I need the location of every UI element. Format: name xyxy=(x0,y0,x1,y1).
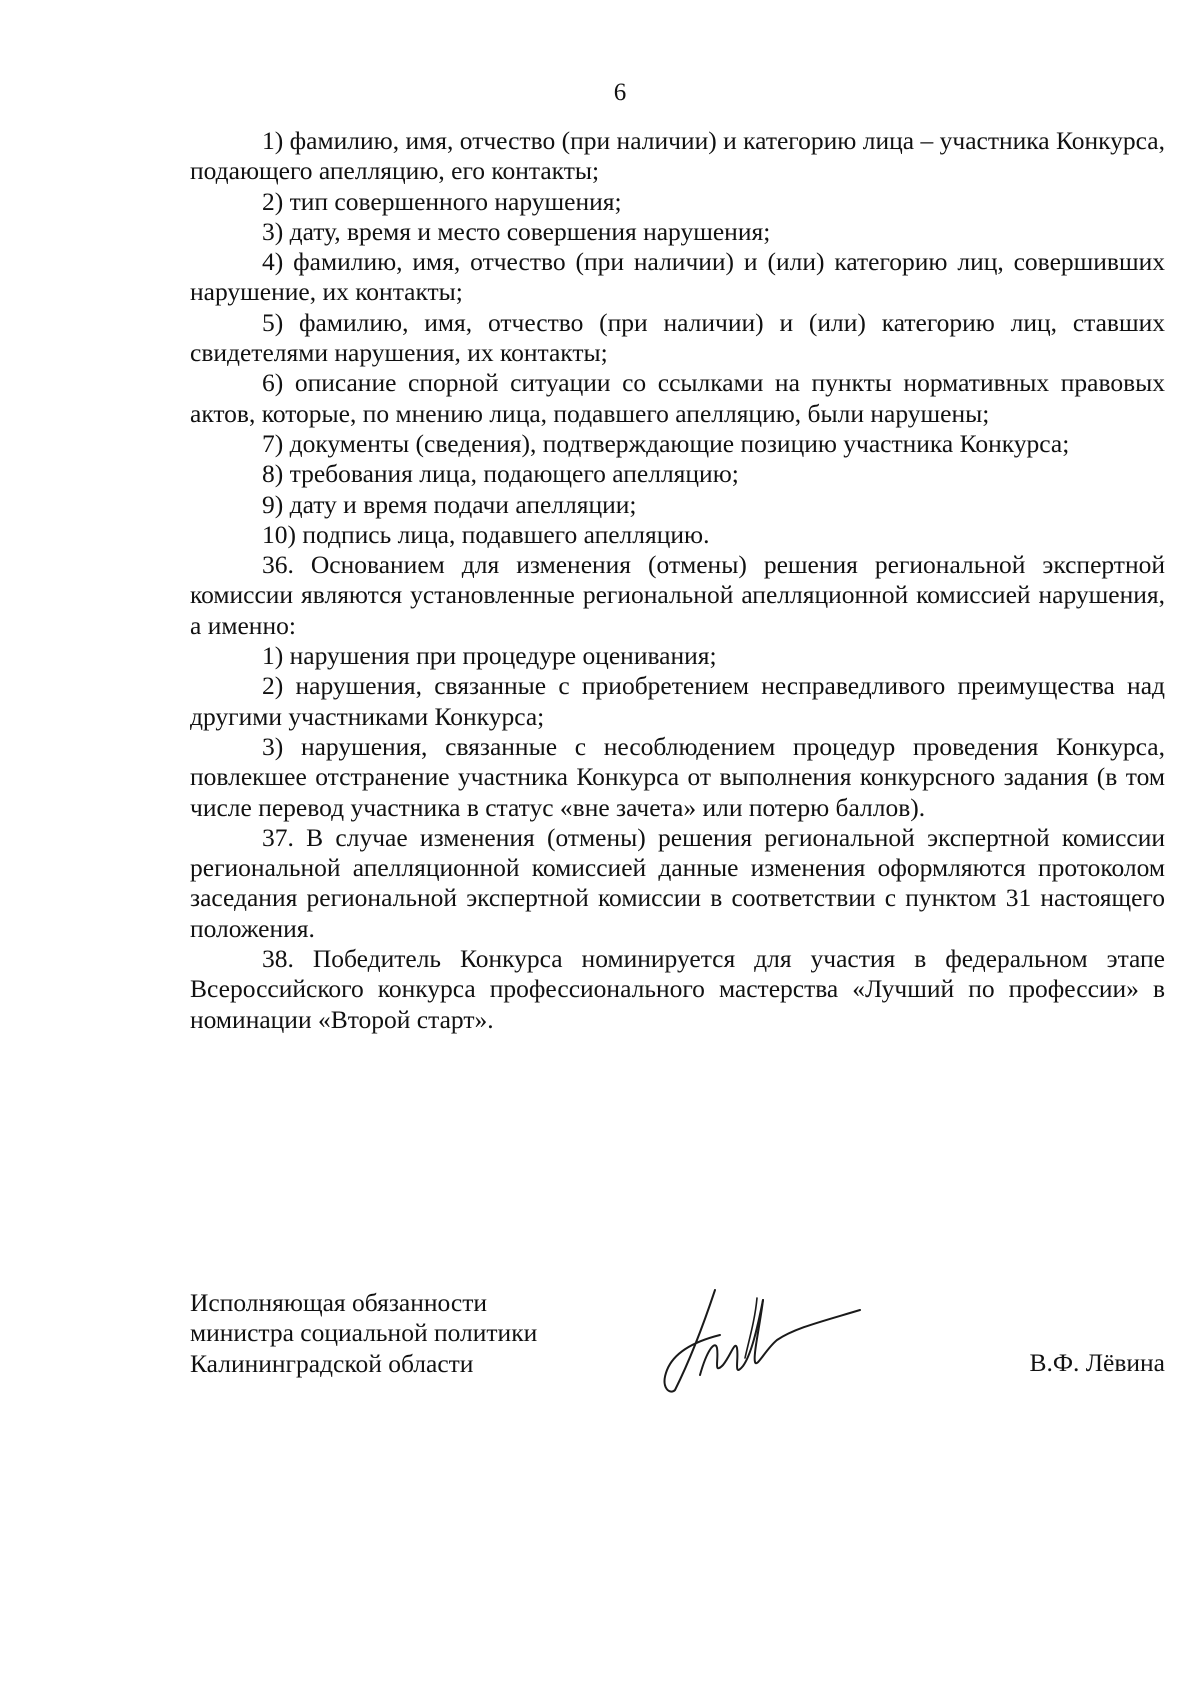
signatory-position xyxy=(190,1288,610,1379)
list-item: 8) требования лица, подающего апелляцию; xyxy=(262,459,739,489)
list-item: 10) подпись лица, подавшего апелляцию. xyxy=(262,519,710,549)
position-line: министра социальной политики xyxy=(190,1318,538,1348)
list-item: 2) тип совершенного нарушения; xyxy=(262,186,622,216)
list-item: 1) фамилию, имя, отчество (при наличии) и категорию лица – участника Конкурса, подающего апелляцию, его контакты; xyxy=(190,126,1165,186)
list-item: 3) дату, время и место совершения нарушения; xyxy=(262,216,771,246)
clause-37: 37. В случае изменения (отмены) решения региональной экспертной комиссии региональной апелляционной комиссией данные изменения оформляются протоколом заседания региональной экспертной комиссии в соответствии с пунктом 31 настоящего положения. xyxy=(190,822,1165,943)
handwritten-signature xyxy=(645,1270,875,1400)
list-item: 7) документы (сведения), подтверждающие позицию участника Конкурса; xyxy=(262,428,1070,458)
clause-36-item: 2) нарушения, связанные с приобретением несправедливого преимущества над другими участниками Конкурса; xyxy=(190,671,1165,731)
position-line: Исполняющая обязанности xyxy=(190,1288,487,1317)
clause-36-item: 3) нарушения, связанные с несоблюдением процедур проведения Конкурса, повлекшее отстранение участника Конкурса от выполнения конкурсного задания (в том числе перевод участника в статус «вне зачета» или потерю баллов). xyxy=(190,731,1165,822)
list-item: 5) фамилию, имя, отчество (при наличии) и (или) категорию лиц, ставших свидетелями нарушения, их контакты; xyxy=(190,307,1165,368)
signatory-name: В.Ф. Лёвина xyxy=(1029,1348,1165,1377)
clause-36-item: 1) нарушения при процедуре оценивания; xyxy=(262,641,717,671)
clause-36: 36. Основанием для изменения (отмены) решения региональной экспертной комиссии являются установленные региональной апелляционной комиссией нарушения, а именно: xyxy=(190,550,1165,640)
page-number: 6 xyxy=(613,79,627,106)
clause-38: 38. Победитель Конкурса номинируется для участия в федеральном этапе Всероссийского конкурса профессионального мастерства «Лучший по профессии» в номинации «Второй старт». xyxy=(190,944,1165,1034)
signature-block xyxy=(190,1288,1165,1418)
document-body xyxy=(190,126,1165,1035)
position-line: Калининградской области xyxy=(190,1348,474,1378)
list-item: 6) описание спорной ситуации со ссылками на пункты нормативных правовых актов, которые, по мнению лица, подавшего апелляцию, были нарушены; xyxy=(190,368,1165,428)
list-item: 9) дату и время подачи апелляции; xyxy=(262,489,637,519)
list-item: 4) фамилию, имя, отчество (при наличии) и (или) категорию лиц, совершивших нарушение, их контакты; xyxy=(190,247,1165,307)
